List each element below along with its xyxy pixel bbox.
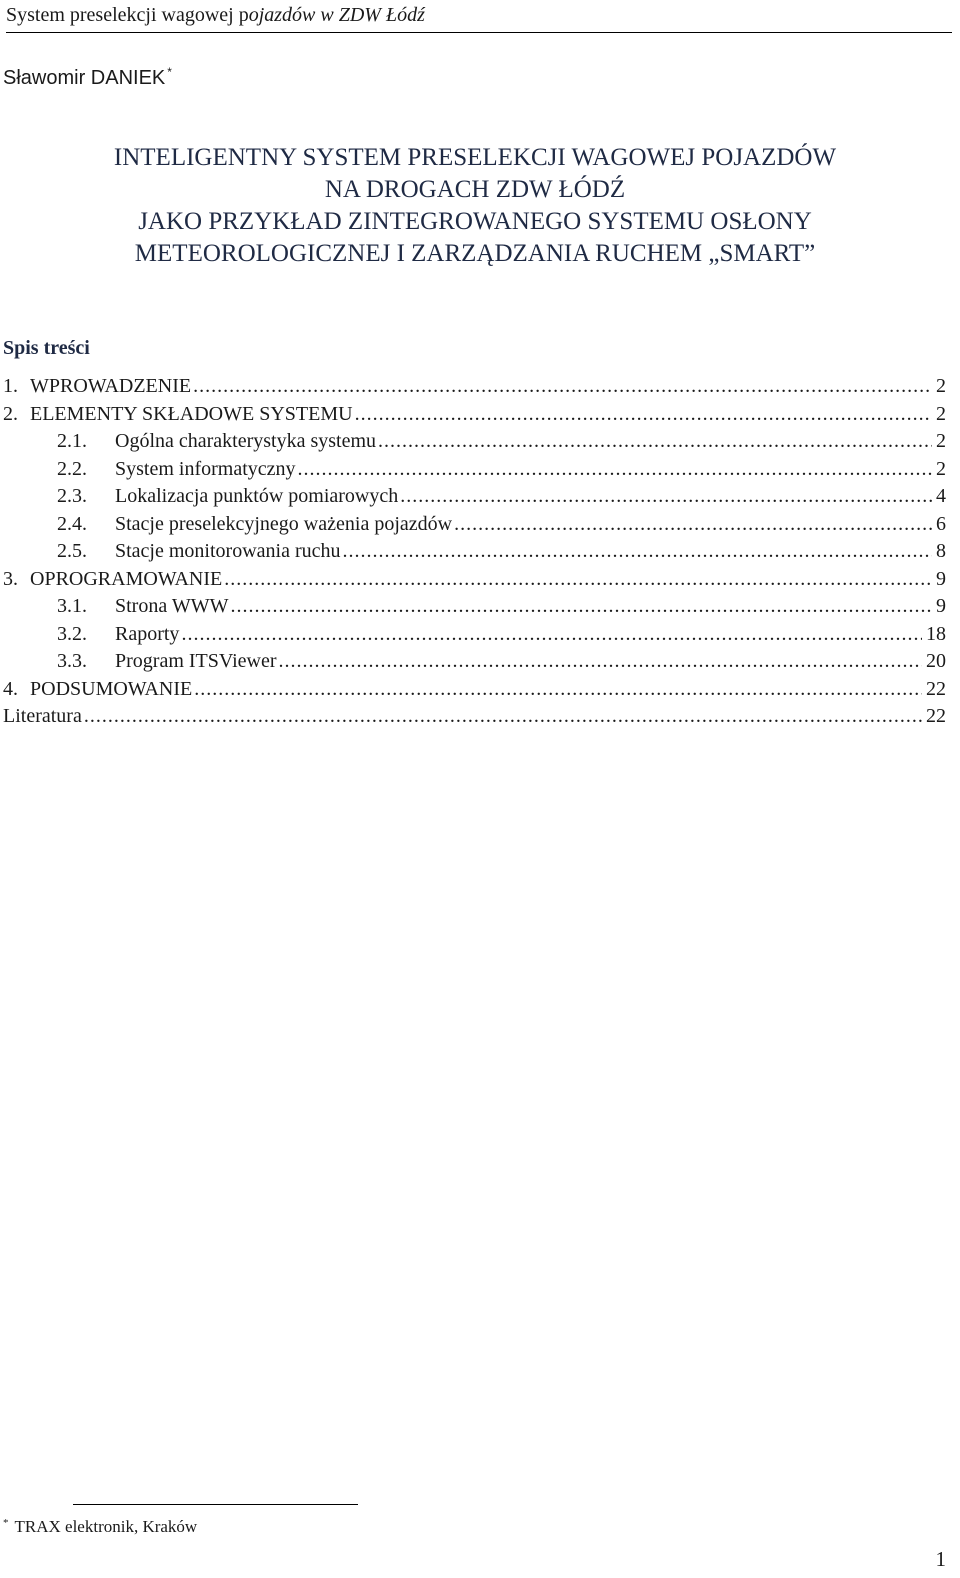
toc-entry-page: 2 (936, 402, 946, 425)
footnote-text: TRAX elektronik, Kraków (14, 1517, 198, 1536)
toc-entry-3-1[interactable] (3, 593, 946, 621)
toc-heading: Spis treści (3, 337, 90, 359)
toc-entry-label: Literatura (3, 705, 82, 727)
toc-dot-leader (181, 621, 922, 649)
toc-entry-2-5[interactable] (3, 538, 946, 566)
toc-entry-label: Program ITSViewer (115, 650, 277, 672)
toc-entry-page: 22 (926, 705, 946, 727)
toc-entry-page: 9 (936, 567, 946, 590)
toc-entry-number: 1. (3, 375, 18, 397)
toc-entry-number: 2. (3, 402, 18, 425)
document-title (0, 142, 950, 270)
running-title-italic: ojazdów w ZDW Łódź (248, 4, 425, 26)
toc-entry-number: 2.3. (57, 485, 87, 507)
toc-dot-leader (454, 511, 932, 539)
toc-entry-label: System informatyczny (115, 457, 296, 480)
toc-entry-2-3[interactable] (3, 483, 946, 511)
toc-entry-page: 8 (936, 540, 946, 562)
toc-entry-label: Strona WWW (115, 595, 229, 617)
author-footnote-mark: * (167, 65, 172, 79)
toc-dot-leader (400, 483, 932, 511)
title-line-2: NA DROGACH ZDW ŁÓDŹ (324, 176, 626, 203)
toc-entry-page: 20 (926, 650, 946, 672)
toc-entry-2-2[interactable] (3, 456, 946, 484)
author-name: Sławomir DANIEK (3, 67, 166, 89)
toc-dot-leader (378, 428, 932, 456)
toc-entry-number: 2.4. (57, 512, 87, 535)
toc-entry-page: 6 (936, 512, 946, 535)
toc-entry-number: 3.3. (57, 650, 87, 672)
footnote (3, 1516, 197, 1538)
toc-entry-page: 4 (936, 485, 946, 507)
running-title-plain: System preselekcji wagowej p (6, 4, 249, 26)
title-line-4: METEOROLOGICZNEJ I ZARZĄDZANIA RUCHEM „SMART” (134, 240, 816, 267)
toc-entry-page: 2 (936, 375, 946, 397)
toc-entry-page: 18 (926, 622, 946, 645)
title-line-1: INTELIGENTNY SYSTEM PRESELEKCJI WAGOWEJ POJAZDÓW (113, 144, 837, 171)
toc-entry-2-1[interactable] (3, 428, 946, 456)
footnote-mark: * (3, 1517, 9, 1529)
toc-entry-number: 3.2. (57, 622, 87, 645)
toc-entry-label: Stacje preselekcyjnego ważenia pojazdów (115, 512, 453, 535)
toc-dot-leader (224, 566, 932, 594)
toc-entry-number: 3. (3, 567, 18, 590)
toc-entry-page: 2 (936, 430, 946, 452)
toc-entry-label: OPROGRAMOWANIE (30, 567, 223, 590)
toc-entry-number: 4. (3, 677, 18, 700)
toc-dot-leader (231, 593, 933, 621)
page-number: 1 (935, 1547, 946, 1571)
toc-entry-oprogramowanie[interactable] (3, 566, 946, 594)
title-line-3: JAKO PRZYKŁAD ZINTEGROWANEGO SYSTEMU OSŁONY (138, 208, 812, 235)
toc-entry-page: 9 (936, 595, 946, 617)
toc-entry-podsumowanie[interactable] (3, 676, 946, 704)
running-header (6, 2, 952, 33)
table-of-contents (3, 373, 946, 731)
toc-dot-leader (84, 703, 922, 731)
toc-entry-page: 2 (936, 457, 946, 480)
toc-entry-number: 2.1. (57, 430, 87, 452)
toc-entry-2-4[interactable] (3, 511, 946, 539)
toc-dot-leader (194, 676, 922, 704)
toc-entry-label: Ogólna charakterystyka systemu (115, 430, 377, 452)
footnote-separator (73, 1504, 358, 1505)
toc-entry-elementy[interactable] (3, 401, 946, 429)
toc-entry-number: 2.2. (57, 457, 87, 480)
toc-entry-number: 3.1. (57, 595, 87, 617)
toc-entry-label: ELEMENTY SKŁADOWE SYSTEMU (30, 402, 353, 425)
toc-entry-page: 22 (926, 677, 946, 700)
toc-entry-number: 2.5. (57, 540, 87, 562)
toc-dot-leader (355, 401, 932, 429)
toc-dot-leader (193, 373, 932, 401)
toc-dot-leader (279, 648, 922, 676)
toc-entry-label: WPROWADZENIE (30, 375, 192, 397)
toc-entry-label: PODSUMOWANIE (30, 677, 193, 700)
author-line (3, 66, 172, 90)
toc-entry-label: Stacje monitorowania ruchu (115, 540, 341, 562)
toc-dot-leader (298, 456, 932, 484)
toc-dot-leader (343, 538, 933, 566)
toc-entry-literatura[interactable] (3, 703, 946, 731)
toc-entry-3-2[interactable] (3, 621, 946, 649)
toc-entry-3-3[interactable] (3, 648, 946, 676)
toc-entry-wprowadzenie[interactable] (3, 373, 946, 401)
toc-entry-label: Lokalizacja punktów pomiarowych (115, 485, 399, 507)
toc-entry-label: Raporty (115, 622, 180, 645)
